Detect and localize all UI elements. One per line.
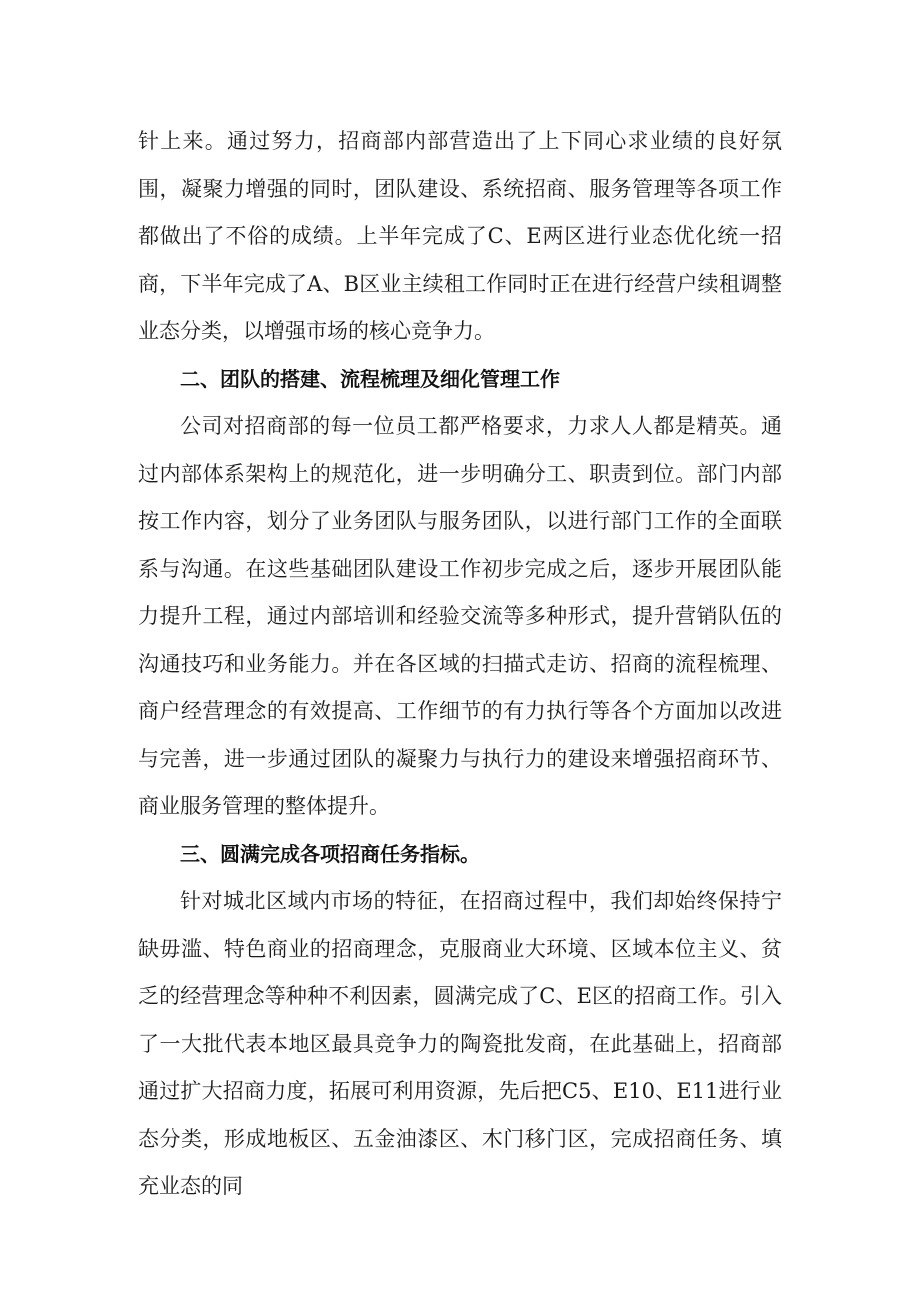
paragraph-investment-tasks: 针对城北区域内市场的特征，在招商过程中，我们却始终保持宁缺毋滥、特色商业的招商理念，克服商业大环境、区域本位主义、贫乏的经营理念等种种不利因素，圆满完成了C、E区的招商工作。引入了一大批代表本地区最具竞争力的陶瓷批发商，在此基础上，招商部通过扩大招商力度，拓展可利用资源，先后把C5、E10、E11进行业态分类，形成地板区、五金油漆区、木门移门区，完成招商任务、填充业态的同: [138, 889, 782, 1198]
section-heading-3: 三、圆满完成各项招商任务指标。: [180, 841, 480, 866]
document-body: [138, 118, 782, 1211]
section-heading-2: 二、团队的搭建、流程梳理及细化管理工作: [180, 366, 560, 391]
paragraph-team-building: 公司对招商部的每一位员工都严格要求，力求人人都是精英。通过内部体系架构上的规范化，进一步明确分工、职责到位。部门内部按工作内容，划分了业务团队与服务团队，以进行部门工作的全面联系与沟通。在这些基础团队建设工作初步完成之后，逐步开展团队能力提升工程，通过内部培训和经验交流等多种形式，提升营销队伍的沟通技巧和业务能力。并在各区域的扫描式走访、招商的流程梳理、商户经营理念的有效提高、工作细节的有力执行等各个方面加以改进与完善，进一步通过团队的凝聚力与执行力的建设来增强招商环节、商业服务管理的整体提升。: [138, 414, 782, 818]
paragraph-continuation: 针上来。通过努力，招商部内部营造出了上下同心求业绩的良好氛围，凝聚力增强的同时，团队建设、系统招商、服务管理等各项工作都做出了不俗的成绩。上半年完成了C、E两区进行业态优化统一招商，下半年完成了A、B区业主续租工作同时正在进行经营户续租调整业态分类，以增强市场的核心竞争力。: [138, 129, 782, 343]
